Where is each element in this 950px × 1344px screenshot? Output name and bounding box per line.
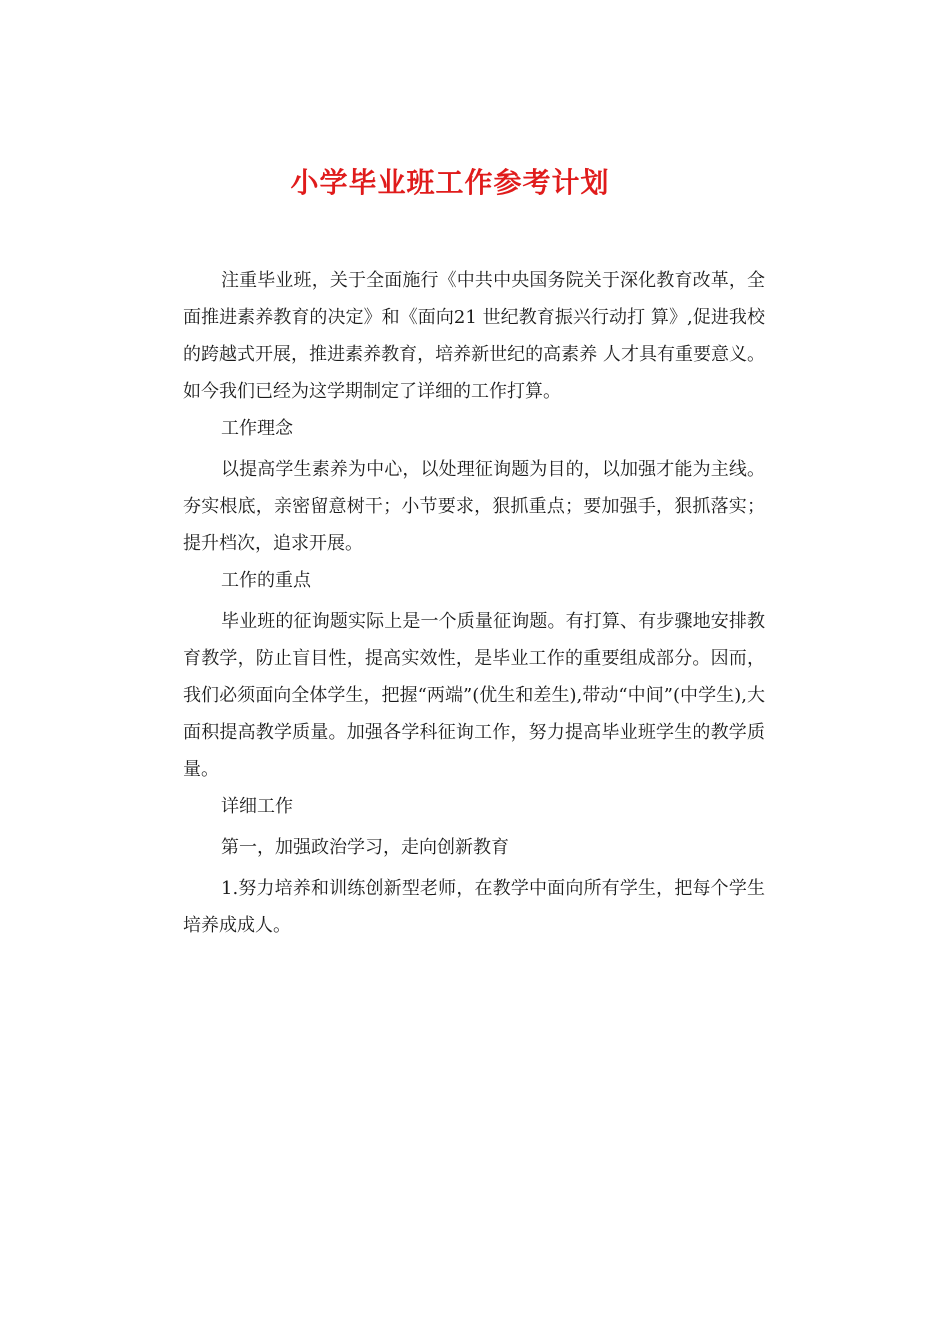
section-heading-details: 详细工作 [221,796,293,817]
item-paragraph-1: 1.努力培养和训练创新型老师，在教学中面向所有学生，把每个学生培养成成人。 [183,878,765,936]
intro-paragraph: 注重毕业班，关于全面施行《中共中央国务院关于深化教育改革，全面推进素养教育的决定》和《面向21 世纪教育振兴行动打 算》,促进我校的跨越式开展，推进素养教育，培养新世纪的高素养 人才具有重要意义。如今我们已经为这学期制定了详细的工作打算。 [183,270,765,402]
section-heading-philosophy: 工作理念 [221,418,293,439]
focus-paragraph: 毕业班的征询题实际上是一个质量征询题。有打算、有步骤地安排教育教学，防止盲目性，提高实效性，是毕业工作的重要组成部分。因而，我们必须面向全体学生，把握“两端”(优生和差生),带动“中间”(中学生),大面积提高教学质量。加强各学科征询工作，努力提高毕业班学生的教学质量。 [183,611,765,780]
philosophy-paragraph: 以提高学生素养为中心，以处理征询题为目的，以加强才能为主线。夯实根底，亲密留意树干；小节要求，狠抓重点；要加强手，狠抓落实；提升档次，追求开展。 [183,459,765,554]
section-heading-focus: 工作的重点 [221,570,311,591]
document-body [183,262,765,944]
subsection-heading-first: 第一，加强政治学习，走向创新教育 [221,837,509,858]
document-title: 小学毕业班工作参考计划 [290,166,610,199]
